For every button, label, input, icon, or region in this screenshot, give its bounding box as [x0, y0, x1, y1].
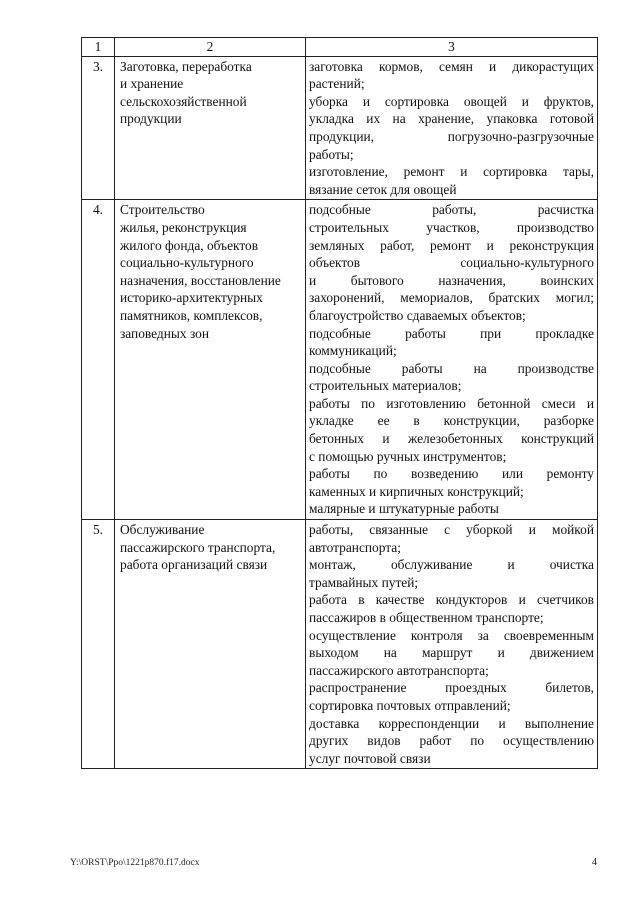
description-line: укладке ее в конструкции, разборке [309, 413, 594, 429]
work-area-name-line: жилого фонда, объектов [120, 237, 259, 253]
header-cell-1: 1 [82, 38, 115, 57]
description-line: благоустройство сдаваемых объектов; [309, 307, 526, 323]
work-area-name [115, 200, 306, 520]
table-header-row [82, 38, 598, 57]
description-line: изготовление, ремонт и сортировка тары, [309, 164, 594, 180]
description-line: строительных материалов; [309, 378, 462, 394]
description-line: строительных участков, производство [309, 219, 594, 235]
work-area-name-line: социально-культурного [120, 255, 254, 271]
work-area-name-line: работа организаций связи [120, 557, 268, 573]
work-area-name-line: заповедных зон [120, 325, 210, 341]
description-line: автотранспорта; [309, 539, 401, 555]
description-line: доставка корреспонденции и выполнение [309, 715, 594, 731]
work-area-name [115, 56, 306, 200]
description-line: заготовка кормов, семян и дикорастущих [309, 58, 594, 74]
row-number: 4. [82, 200, 115, 520]
description-line: работа в качестве кондукторов и счетчиков [309, 592, 594, 608]
work-area-name-line: и хранение [120, 76, 184, 92]
description-line: каменных и кирпичных конструкций; [309, 483, 524, 499]
description-line: захоронений, мемориалов, братских могил; [309, 290, 594, 306]
work-area-name-line: памятников, комплексов, [120, 307, 263, 323]
description-line: подсобные работы при прокладке [309, 325, 594, 341]
table-row [82, 56, 598, 200]
work-types-description [306, 200, 598, 520]
works-table [81, 37, 598, 769]
work-area-name-line: пассажирского транспорта, [120, 539, 276, 555]
work-area-name-line: Обслуживание [120, 522, 205, 538]
work-area-name-line: сельскохозяйственной [120, 93, 247, 109]
description-line: подсобные работы на производстве [309, 360, 594, 376]
description-line: объектов социально-культурного [309, 255, 594, 271]
description-line: осуществление контроля за своевременным [309, 627, 594, 643]
page-number: 4 [592, 857, 597, 868]
table-row [82, 520, 598, 769]
description-line: работы; [309, 146, 354, 162]
description-line: коммуникаций; [309, 343, 397, 359]
row-number: 5. [82, 520, 115, 769]
description-line: монтаж, обслуживание и очистка [309, 557, 594, 573]
description-line: и бытового назначения, воинских [309, 272, 594, 288]
description-line: работы по возведению или ремонту [309, 466, 594, 482]
description-line: продукции, погрузочно-разгрузочные [309, 128, 594, 144]
description-line: бетонных и железобетонных конструкций [309, 431, 594, 447]
work-area-name-line: назначения, восстановление [120, 272, 281, 288]
description-line: с помощью ручных инструментов; [309, 448, 507, 464]
description-line: других видов работ по осуществлению [309, 733, 594, 749]
description-line: работы, связанные с уборкой и мойкой [309, 522, 594, 538]
description-line: выходом на маршрут и движением [309, 645, 594, 661]
description-line: растений; [309, 76, 365, 92]
description-line: услуг почтовой связи [309, 750, 431, 766]
work-area-name-line: Заготовка, переработка [120, 58, 252, 74]
work-area-name-line: Строительство [120, 202, 205, 218]
description-line: пассажирского автотранспорта; [309, 662, 489, 678]
header-cell-2: 2 [115, 38, 306, 57]
work-area-name-line: историко-архитектурных [120, 290, 263, 306]
description-line: вязание сеток для овощей [309, 181, 457, 197]
header-cell-3: 3 [306, 38, 598, 57]
work-area-name-line: продукции [120, 111, 182, 127]
description-line: земляных работ, ремонт и реконструкция [309, 237, 594, 253]
description-line: укладка их на хранение, упаковка готовой [309, 111, 594, 127]
description-line: подсобные работы, расчистка [309, 202, 594, 218]
work-area-name-line: жилья, реконструкция [120, 219, 247, 235]
description-line: уборка и сортировка овощей и фруктов, [309, 93, 594, 109]
description-line: сортировка почтовых отправлений; [309, 697, 511, 713]
description-line: малярные и штукатурные работы [309, 501, 499, 517]
work-types-description [306, 56, 598, 200]
work-area-name [115, 520, 306, 769]
description-line: работы по изготовлению бетонной смеси и [309, 395, 594, 411]
row-number: 3. [82, 56, 115, 200]
description-line: пассажиров в общественном транспорте; [309, 610, 544, 625]
work-types-description [306, 520, 598, 769]
description-line: распространение проездных билетов, [309, 680, 594, 696]
table-row [82, 200, 598, 520]
description-line: трамвайных путей; [309, 574, 419, 590]
footer-file-path: Y:\ORST\Ppo\1221p870.f17.docx [70, 858, 200, 868]
